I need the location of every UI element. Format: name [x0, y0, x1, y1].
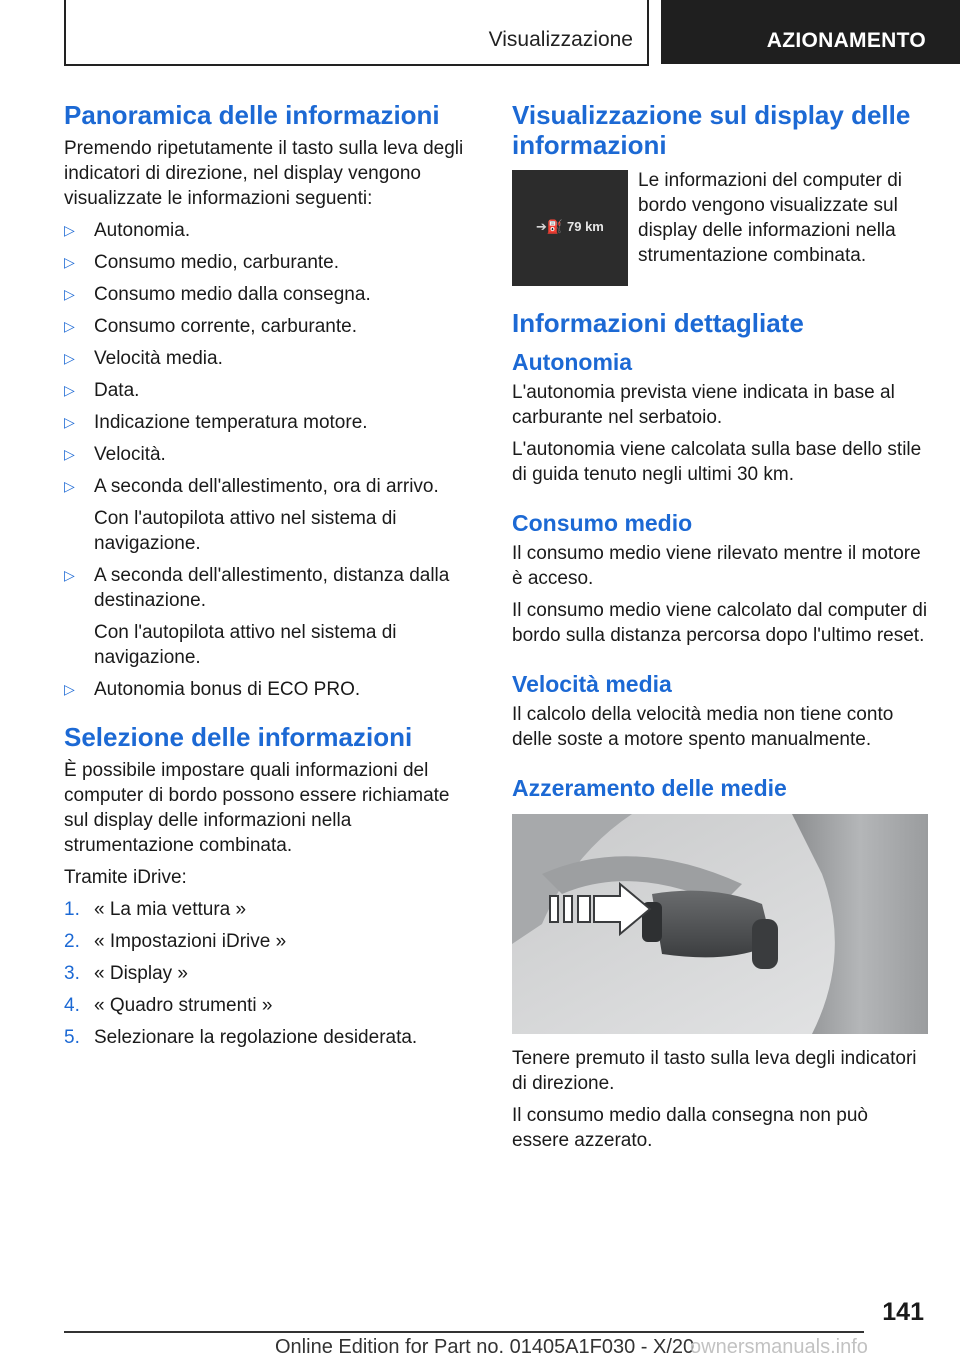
lever-illustration — [512, 814, 928, 1034]
list-item-text: Autonomia. — [94, 220, 191, 241]
consumo-heading: Consumo medio — [512, 510, 693, 536]
triangle-bullet-icon: ▷ — [64, 567, 75, 583]
triangle-bullet-icon: ▷ — [64, 350, 75, 366]
list-item — [64, 474, 476, 556]
list-item-text: Consumo medio dalla consegna. — [94, 284, 371, 305]
list-item — [64, 677, 476, 702]
step-item — [64, 1025, 476, 1050]
autonomia-heading: Autonomia — [512, 349, 633, 375]
list-item-text: Velocità media. — [94, 348, 223, 369]
triangle-bullet-icon: ▷ — [64, 478, 75, 494]
site-watermark: ownersmanuals.info — [690, 1336, 868, 1358]
consumo-text-1: Il consumo medio viene rilevato mentre il motore è acceso. — [512, 543, 921, 589]
reset-text-1: Tenere premuto il tasto sulla leva degli indicatori di direzione. — [512, 1048, 917, 1094]
page-header — [0, 0, 960, 66]
selection-via: Tramite iDrive: — [64, 867, 187, 888]
overview-heading: Panoramica delle informazioni — [64, 100, 440, 130]
step-number: 4. — [64, 995, 80, 1016]
triangle-bullet-icon: ▷ — [64, 681, 75, 697]
reset-heading: Azzeramento delle medie — [512, 775, 787, 801]
triangle-bullet-icon: ▷ — [64, 254, 75, 270]
velocita-heading: Velocità media — [512, 671, 672, 697]
step-text: « Impostazioni iDrive » — [94, 931, 287, 952]
step-text: Selezionare la regolazione desiderata. — [94, 1027, 418, 1048]
step-item — [64, 961, 476, 986]
list-item-text: Consumo medio, carburante. — [94, 252, 340, 273]
section-title: Visualizzazione — [488, 28, 633, 51]
step-text: « La mia vettura » — [94, 899, 247, 920]
right-column — [512, 100, 928, 1160]
edition-note: Online Edition for Part no. 01405A1F030 - X/20 — [275, 1336, 695, 1358]
step-item — [64, 897, 476, 922]
triangle-bullet-icon: ▷ — [64, 446, 75, 462]
step-text: « Display » — [94, 963, 188, 984]
step-number: 2. — [64, 931, 80, 952]
autonomia-text-2: L'autonomia viene calcolata sulla base dello stile di guida tenuto negli ultimi 30 km. — [512, 439, 922, 485]
left-column — [64, 100, 476, 1057]
turn-signal-lever-image — [512, 814, 928, 1034]
display-heading: Visualizzazione sul display delle informazioni — [512, 100, 911, 160]
triangle-bullet-icon: ▷ — [64, 318, 75, 334]
list-item — [64, 378, 476, 403]
list-item-text: A seconda dell'allestimento, distanza dalla destinazione. — [94, 565, 450, 611]
display-description: Le informazioni del computer di bordo vengono visualizzate sul display delle informazioni nella strumentazione combinata. — [638, 170, 903, 266]
list-item-text: Velocità. — [94, 444, 166, 465]
list-item — [64, 410, 476, 435]
step-item — [64, 993, 476, 1018]
overview-list — [64, 218, 476, 702]
triangle-bullet-icon: ▷ — [64, 414, 75, 430]
header-section-tab — [64, 0, 649, 66]
steps-list — [64, 897, 476, 1050]
list-item-note: Con l'autopilota attivo nel sistema di navigazione. — [94, 622, 397, 668]
list-item — [64, 442, 476, 467]
range-icon: ➔⛽ — [536, 219, 564, 234]
velocita-text-1: Il calcolo della velocità media non tiene conto delle soste a motore spento manualmente. — [512, 704, 894, 750]
step-number: 1. — [64, 899, 80, 920]
selection-intro: È possibile impostare quali informazioni del computer di bordo possono essere richiamate sul display delle informazioni nella strumentazione combinata. — [64, 760, 450, 856]
consumo-text-2: Il consumo medio viene calcolato dal computer di bordo sulla distanza percorsa dopo l'ultimo reset. — [512, 600, 928, 646]
list-item — [64, 563, 476, 670]
list-item-text: A seconda dell'allestimento, ora di arrivo. — [94, 476, 439, 497]
header-chapter-tab — [661, 0, 960, 64]
list-item — [64, 250, 476, 275]
detail-heading: Informazioni dettagliate — [512, 308, 804, 338]
display-range-value: 79 km — [567, 219, 604, 234]
overview-intro: Premendo ripetutamente il tasto sulla leva degli indicatori di direzione, nel display vengono visualizzate le informazioni seguenti: — [64, 138, 464, 209]
triangle-bullet-icon: ▷ — [64, 222, 75, 238]
chapter-title: AZIONAMENTO — [766, 29, 926, 52]
list-item — [64, 314, 476, 339]
triangle-bullet-icon: ▷ — [64, 382, 75, 398]
display-image — [512, 170, 628, 286]
reset-text-2: Il consumo medio dalla consegna non può essere azzerato. — [512, 1105, 868, 1151]
list-item — [64, 282, 476, 307]
autonomia-text-1: L'autonomia prevista viene indicata in base al carburante nel serbatoio. — [512, 382, 895, 428]
step-number: 3. — [64, 963, 80, 984]
list-item-text: Indicazione temperatura motore. — [94, 412, 368, 433]
list-item-text: Consumo corrente, carburante. — [94, 316, 357, 337]
step-number: 5. — [64, 1027, 80, 1048]
list-item-text: Data. — [94, 380, 140, 401]
list-item — [64, 346, 476, 371]
page-number: 141 — [882, 1298, 924, 1326]
step-item — [64, 929, 476, 954]
list-item-text: Autonomia bonus di ECO PRO. — [94, 679, 361, 700]
display-block — [512, 168, 928, 288]
list-item-note: Con l'autopilota attivo nel sistema di navigazione. — [94, 508, 397, 554]
step-text: « Quadro strumenti » — [94, 995, 273, 1016]
list-item — [64, 218, 476, 243]
selection-heading: Selezione delle informazioni — [64, 722, 413, 752]
triangle-bullet-icon: ▷ — [64, 286, 75, 302]
footer-divider — [64, 1331, 864, 1333]
